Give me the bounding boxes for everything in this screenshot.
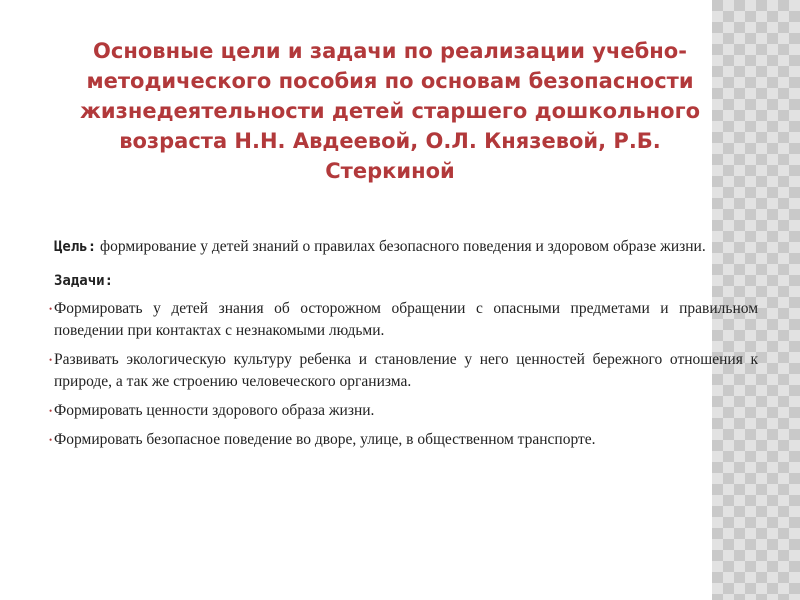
task-item: [49, 349, 758, 393]
slide-body: [49, 236, 758, 458]
task-item: [49, 400, 758, 422]
task-item: [49, 429, 758, 451]
goal-label: Цель:: [54, 239, 97, 255]
task-text: Развивать экологическую культуру ребенка и становление у него ценностей бережного отношения к природе, а так же строению человеческого организма.: [54, 351, 758, 390]
tasks-heading: [54, 270, 758, 292]
task-text: Формировать ценности здорового образа жизни.: [54, 402, 375, 419]
slide-title: Основные цели и задачи по реализации учебно-методического пособия по основам безопасности жизнедеятельности детей старшего дошкольного возраста Н.Н. Авдеевой, О.Л. Князевой, Р.Б. Стеркиной: [80, 39, 700, 183]
task-item: [49, 298, 758, 342]
bullet-icon: •: [49, 435, 53, 445]
bullet-icon: •: [49, 355, 53, 365]
tasks-label: Задачи:: [54, 273, 114, 289]
goal-text: формирование у детей знаний о правилах безопасного поведения и здоровом образе жизни.: [100, 238, 706, 255]
goal-paragraph: [54, 236, 758, 258]
bullet-icon: •: [49, 406, 53, 416]
task-text: Формировать у детей знания об осторожном обращении с опасными предметами и правильном поведении при контактах с незнакомыми людьми.: [54, 300, 758, 339]
bullet-icon: •: [49, 304, 53, 314]
task-list: [49, 298, 758, 451]
task-text: Формировать безопасное поведение во дворе, улице, в общественном транспорте.: [54, 431, 596, 448]
